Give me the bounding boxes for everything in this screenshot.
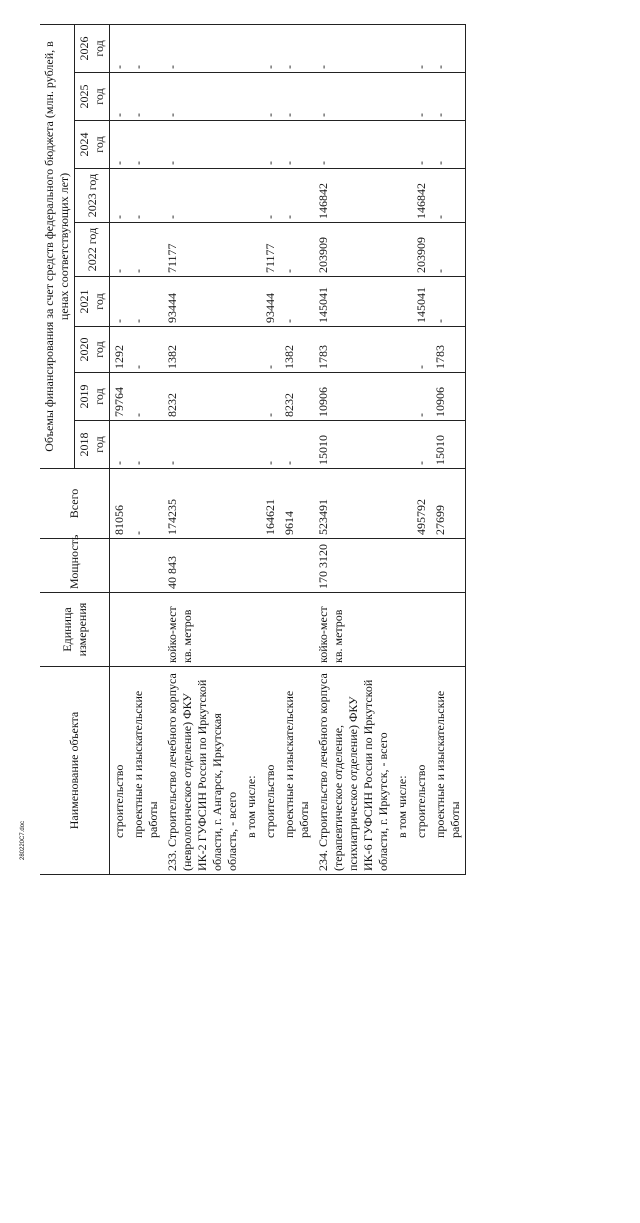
cell-total: 523491: [314, 469, 393, 539]
cell-year-value: -: [110, 421, 130, 469]
cell-year-value: [393, 24, 412, 72]
cell-year-value: 71177: [163, 223, 242, 277]
cell-year-value: -: [431, 73, 466, 121]
cell-year-value: [393, 121, 412, 169]
col-header-year: 2021 год: [75, 277, 110, 327]
cell-year-value: 145041: [412, 277, 431, 327]
cell-year-value: -: [129, 327, 163, 373]
cell-year-value: -: [163, 24, 242, 72]
cell-name: 234. Строительство лечебного корпуса (терапевтическое отделение, психиатрическое отделение) ФКУ ИК-6 ГУФСИН России по Иркутской области, г. Иркутск, - всего: [314, 667, 393, 875]
cell-name: строительство: [261, 667, 280, 875]
cell-name: проектные и изыскательские работы: [280, 667, 314, 875]
cell-year-value: 8232: [280, 373, 314, 421]
cell-year-value: 1382: [280, 327, 314, 373]
cell-year-value: -: [163, 169, 242, 223]
cell-unit: койко-мест кв. метров: [163, 593, 242, 667]
cell-year-value: 1382: [163, 327, 242, 373]
funding-table: [40, 24, 466, 875]
cell-year-value: -: [261, 373, 280, 421]
cell-total: [242, 469, 261, 539]
cell-year-value: [393, 223, 412, 277]
cell-year-value: 79764: [110, 373, 130, 421]
cell-year-value: -: [129, 73, 163, 121]
col-header-year: 2020 год: [75, 327, 110, 373]
col-header-year: 2022 год: [75, 223, 110, 277]
cell-year-value: -: [110, 24, 130, 72]
cell-year-value: 10906: [431, 373, 466, 421]
table-row: [412, 24, 431, 874]
cell-year-value: -: [129, 277, 163, 327]
cell-year-value: [242, 121, 261, 169]
cell-year-value: -: [280, 169, 314, 223]
cell-year-value: 146842: [412, 169, 431, 223]
cell-year-value: -: [261, 169, 280, 223]
cell-capacity: 170 3120: [314, 539, 393, 593]
cell-capacity: [242, 539, 261, 593]
cell-year-value: -: [163, 121, 242, 169]
cell-year-value: 1783: [314, 327, 393, 373]
cell-name: в том числе:: [242, 667, 261, 875]
cell-total: 27699: [431, 469, 466, 539]
cell-name: строительство: [412, 667, 431, 875]
cell-year-value: -: [431, 121, 466, 169]
cell-total: 81056: [110, 469, 130, 539]
cell-year-value: -: [280, 223, 314, 277]
cell-total: 9614: [280, 469, 314, 539]
cell-unit: [280, 593, 314, 667]
cell-unit: [261, 593, 280, 667]
cell-year-value: -: [261, 327, 280, 373]
cell-year-value: -: [280, 73, 314, 121]
cell-year-value: -: [412, 421, 431, 469]
cell-name: проектные и изыскательские работы: [129, 667, 163, 875]
table-row: [261, 24, 280, 874]
cell-capacity: [393, 539, 412, 593]
cell-year-value: [242, 223, 261, 277]
cell-year-value: [393, 277, 412, 327]
cell-year-value: -: [129, 121, 163, 169]
cell-year-value: 10906: [314, 373, 393, 421]
table-row: [163, 24, 242, 874]
cell-year-value: -: [280, 277, 314, 327]
cell-year-value: -: [314, 24, 393, 72]
cell-name: строительство: [110, 667, 130, 875]
cell-year-value: -: [129, 169, 163, 223]
cell-capacity: [431, 539, 466, 593]
cell-year-value: -: [280, 421, 314, 469]
col-header-year: 2024 год: [75, 121, 110, 169]
table-row: [314, 24, 393, 874]
cell-year-value: 93444: [261, 277, 280, 327]
cell-year-value: -: [110, 223, 130, 277]
col-header-year: 2023 год: [75, 169, 110, 223]
cell-capacity: 40 843: [163, 539, 242, 593]
cell-unit: [129, 593, 163, 667]
cell-unit: [393, 593, 412, 667]
col-header-capacity: Мощность: [40, 539, 110, 593]
cell-year-value: -: [431, 223, 466, 277]
cell-year-value: -: [412, 327, 431, 373]
cell-year-value: [242, 373, 261, 421]
cell-year-value: [242, 73, 261, 121]
cell-year-value: -: [431, 277, 466, 327]
cell-year-value: -: [110, 277, 130, 327]
col-header-year: 2025 год: [75, 73, 110, 121]
cell-year-value: 203909: [314, 223, 393, 277]
cell-year-value: -: [431, 24, 466, 72]
cell-year-value: [393, 327, 412, 373]
cell-total: 495792: [412, 469, 431, 539]
table-row: [242, 24, 261, 874]
cell-year-value: [242, 169, 261, 223]
cell-total: -: [129, 469, 163, 539]
col-header-year: 2018 год: [75, 421, 110, 469]
cell-name: 233. Строительство лечебного корпуса (неврологическое отделение) ФКУ ИК-2 ГУФСИН России по Иркутской области, г. Ангарск, Иркутская область, - всего: [163, 667, 242, 875]
cell-total: [393, 469, 412, 539]
cell-year-value: -: [261, 121, 280, 169]
cell-capacity: [412, 539, 431, 593]
cell-capacity: [110, 539, 130, 593]
table-row: [280, 24, 314, 874]
cell-unit: койко-мест кв. метров: [314, 593, 393, 667]
cell-year-value: 1783: [431, 327, 466, 373]
table-row: [431, 24, 466, 874]
cell-year-value: 93444: [163, 277, 242, 327]
cell-unit: [242, 593, 261, 667]
cell-year-value: -: [412, 121, 431, 169]
cell-year-value: -: [129, 421, 163, 469]
cell-year-value: -: [261, 73, 280, 121]
cell-year-value: 203909: [412, 223, 431, 277]
cell-year-value: -: [280, 24, 314, 72]
cell-year-value: -: [314, 121, 393, 169]
cell-year-value: 8232: [163, 373, 242, 421]
cell-year-value: 146842: [314, 169, 393, 223]
cell-year-value: 71177: [261, 223, 280, 277]
cell-year-value: [393, 421, 412, 469]
cell-name: проектные и изыскательские работы: [431, 667, 466, 875]
table-row: [110, 24, 130, 874]
cell-year-value: -: [110, 169, 130, 223]
cell-year-value: -: [412, 373, 431, 421]
col-header-year: 2026 год: [75, 24, 110, 72]
cell-year-value: 15010: [314, 421, 393, 469]
cell-year-value: [242, 421, 261, 469]
cell-capacity: [280, 539, 314, 593]
col-header-funding: Объемы финансирования за счет средств федерального бюджета (млн. рублей, в ценах соответствующих лет): [40, 24, 75, 468]
cell-year-value: -: [431, 169, 466, 223]
cell-year-value: -: [280, 121, 314, 169]
col-header-name: Наименование объекта: [40, 667, 110, 875]
cell-year-value: -: [129, 24, 163, 72]
table-row: [393, 24, 412, 874]
file-label: 280220С7.doc: [20, 820, 26, 860]
cell-year-value: [242, 277, 261, 327]
cell-year-value: -: [163, 421, 242, 469]
cell-unit: [431, 593, 466, 667]
col-header-total: Всего: [40, 469, 110, 539]
cell-year-value: -: [129, 223, 163, 277]
table-row: [129, 24, 163, 874]
col-header-unit: Единица измерения: [40, 593, 110, 667]
cell-total: 174235: [163, 469, 242, 539]
cell-year-value: [393, 169, 412, 223]
cell-year-value: 1292: [110, 327, 130, 373]
cell-name: в том числе:: [393, 667, 412, 875]
cell-year-value: -: [261, 421, 280, 469]
cell-year-value: -: [314, 73, 393, 121]
cell-year-value: -: [412, 24, 431, 72]
cell-unit: [412, 593, 431, 667]
cell-capacity: [261, 539, 280, 593]
cell-year-value: [242, 327, 261, 373]
cell-year-value: 15010: [431, 421, 466, 469]
cell-year-value: -: [412, 73, 431, 121]
col-header-year: 2019 год: [75, 373, 110, 421]
cell-year-value: -: [261, 24, 280, 72]
cell-year-value: 145041: [314, 277, 393, 327]
cell-total: 164621: [261, 469, 280, 539]
cell-year-value: -: [129, 373, 163, 421]
cell-year-value: -: [110, 73, 130, 121]
cell-year-value: [393, 73, 412, 121]
rotated-page: [40, 25, 600, 875]
cell-year-value: [242, 24, 261, 72]
cell-year-value: -: [110, 121, 130, 169]
cell-year-value: [393, 373, 412, 421]
cell-capacity: [129, 539, 163, 593]
cell-year-value: -: [163, 73, 242, 121]
cell-unit: [110, 593, 130, 667]
